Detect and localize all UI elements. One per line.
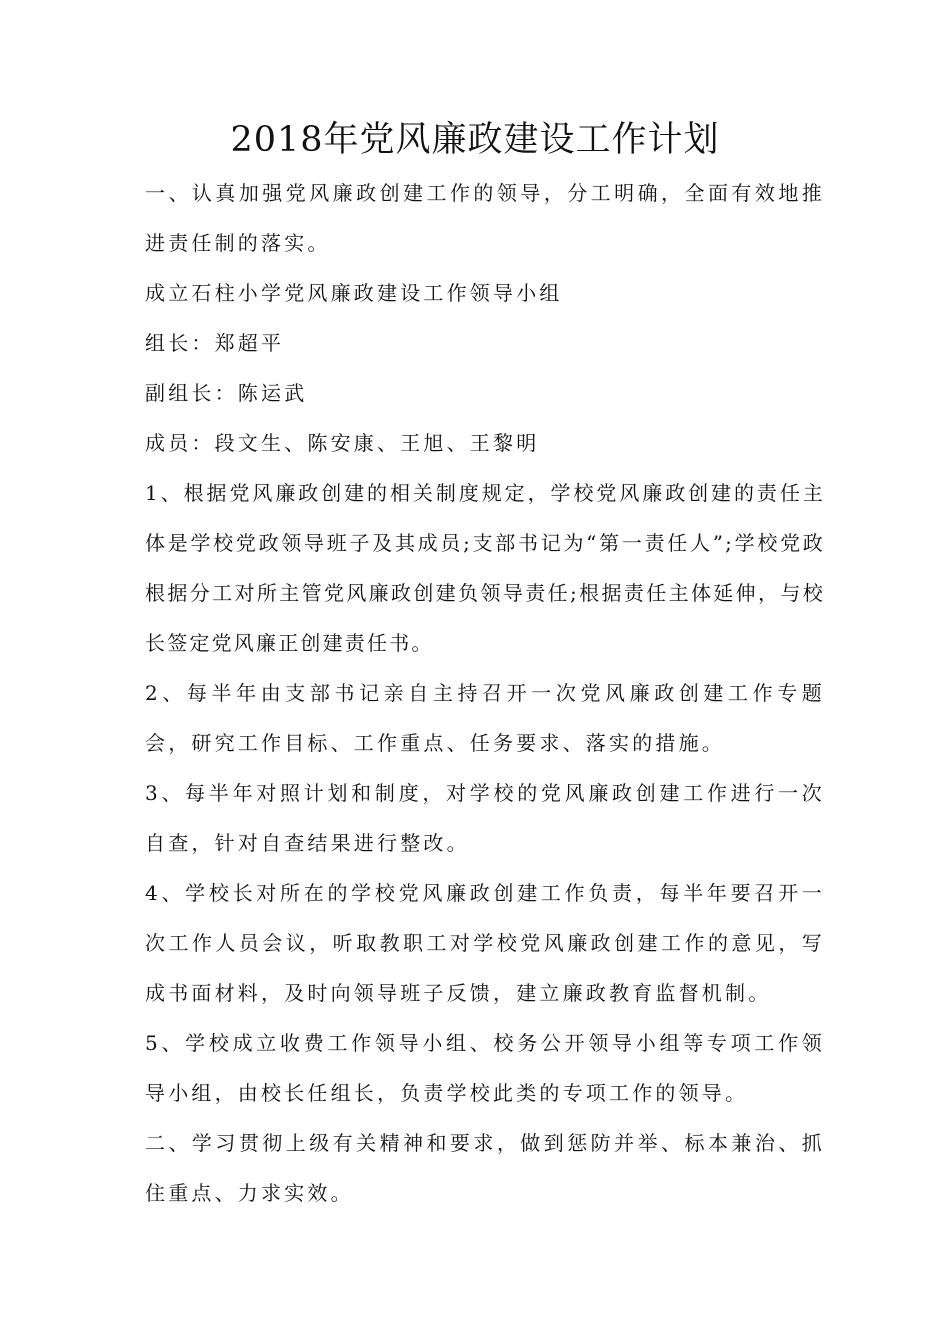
paragraph-item-4: 4、学校长对所在的学校党风廉政创建工作负责，每半年要召开一次工作人员会议，听取教职工对学校党风廉政创建工作的意见，写成书面材料，及时向领导班子反馈，建立廉政教育监督机制。 [145,881,825,1005]
paragraph-item-5: 5、学校成立收费工作领导小组、校务公开领导小组等专项工作领导小组，由校长任组长，负责学校此类的专项工作的领导。 [145,1031,825,1105]
paragraph-item-3: 3、每半年对照计划和制度，对学校的党风廉政创建工作进行一次自查，针对自查结果进行整改。 [145,781,825,855]
paragraph-group-established: 成立石柱小学党风廉政建设工作领导小组 [145,281,563,305]
document-title: 2018年党风廉政建设工作计划 [230,120,720,160]
paragraph-item-1: 1、根据党风廉政创建的相关制度规定，学校党风廉政创建的责任主体是学校党政领导班子及其成员;支部书记为“第一责任人”;学校党政根据分工对所主管党风廉政创建负领导责任;根据责任主体延伸，与校长签定党风廉正创建责任书。 [145,481,825,655]
paragraph-section-1: 一、认真加强党风廉政创建工作的领导，分工明确，全面有效地推进责任制的落实。 [145,181,825,255]
paragraph-item-2: 2、每半年由支部书记亲自主持召开一次党风廉政创建工作专题会，研究工作目标、工作重点、任务要求、落实的措施。 [145,681,825,755]
paragraph-deputy-leader: 副组长：陈运武 [145,381,308,405]
document-body [145,168,825,1218]
paragraph-members: 成员：段文生、陈安康、王旭、王黎明 [145,431,540,455]
paragraph-section-2: 二、学习贯彻上级有关精神和要求，做到惩防并举、标本兼治、抓住重点、力求实效。 [145,1131,825,1205]
paragraph-group-leader: 组长：郑超平 [145,331,285,355]
